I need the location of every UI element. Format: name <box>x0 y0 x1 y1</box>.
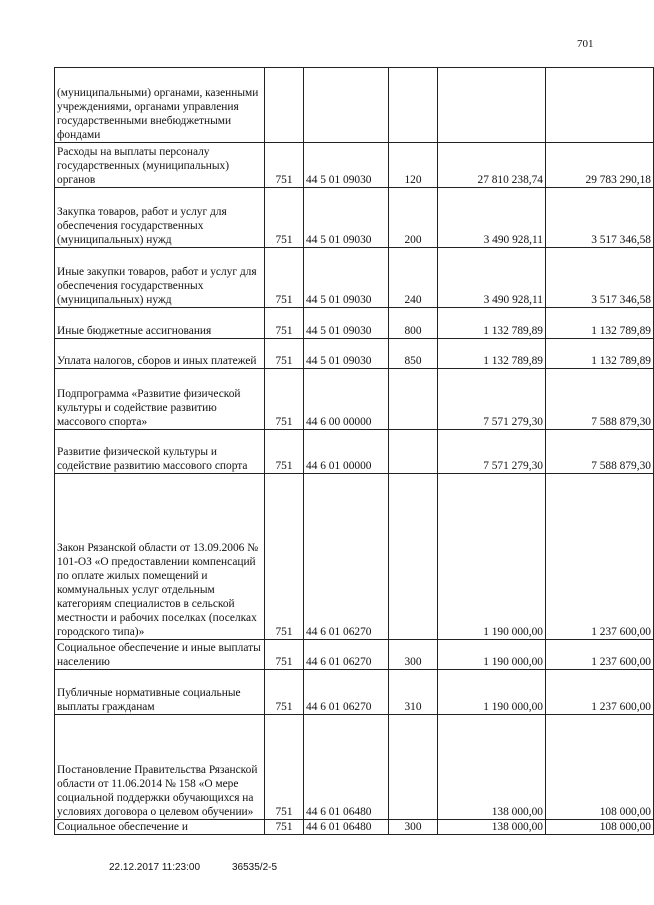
row-sum-1: 1 190 000,00 <box>438 640 546 670</box>
row-gr: 751 <box>265 430 304 474</box>
row-gr: 751 <box>265 640 304 670</box>
row-sum-2: 108 000,00 <box>546 820 654 835</box>
row-gr: 751 <box>265 308 304 339</box>
row-sum-1 <box>438 68 546 143</box>
row-sum-2: 7 588 879,30 <box>546 430 654 474</box>
row-csr <box>304 68 389 143</box>
table-row <box>55 339 654 369</box>
row-sum-2: 7 588 879,30 <box>546 369 654 430</box>
row-csr: 44 6 01 00000 <box>304 430 389 474</box>
row-sum-2 <box>546 68 654 143</box>
row-gr: 751 <box>265 820 304 835</box>
row-csr: 44 6 01 06270 <box>304 474 389 640</box>
row-sum-2: 108 000,00 <box>546 715 654 820</box>
row-gr: 751 <box>265 369 304 430</box>
row-name: Подпрограмма «Развитие физической культуры и содействие развитию массового спорта» <box>55 369 265 430</box>
row-csr: 44 6 01 06270 <box>304 640 389 670</box>
row-name: Публичные нормативные социальные выплаты гражданам <box>55 670 265 715</box>
row-vr: 300 <box>389 640 438 670</box>
row-csr: 44 6 01 06270 <box>304 670 389 715</box>
row-gr: 751 <box>265 143 304 188</box>
table-row <box>55 670 654 715</box>
row-sum-2: 1 237 600,00 <box>546 670 654 715</box>
row-sum-2: 3 517 346,58 <box>546 188 654 248</box>
row-gr: 751 <box>265 670 304 715</box>
row-gr: 751 <box>265 188 304 248</box>
row-gr: 751 <box>265 248 304 308</box>
table-row <box>55 308 654 339</box>
row-csr: 44 5 01 09030 <box>304 308 389 339</box>
row-csr: 44 5 01 09030 <box>304 143 389 188</box>
row-name: Уплата налогов, сборов и иных платежей <box>55 339 265 369</box>
row-sum-2: 1 237 600,00 <box>546 474 654 640</box>
row-sum-2: 1 132 789,89 <box>546 308 654 339</box>
row-vr <box>389 430 438 474</box>
row-sum-2: 1 132 789,89 <box>546 339 654 369</box>
row-gr: 751 <box>265 474 304 640</box>
row-vr <box>389 369 438 430</box>
row-gr: 751 <box>265 715 304 820</box>
row-name: Расходы на выплаты персоналу государственных (муниципальных) органов <box>55 143 265 188</box>
row-name: Развитие физической культуры и содействие развитию массового спорта <box>55 430 265 474</box>
table-row <box>55 188 654 248</box>
row-sum-1: 1 132 789,89 <box>438 339 546 369</box>
footer-document-code: 36535/2-5 <box>232 862 278 873</box>
budget-table <box>54 67 654 835</box>
row-vr: 300 <box>389 820 438 835</box>
row-vr <box>389 474 438 640</box>
table-row <box>55 640 654 670</box>
row-vr <box>389 715 438 820</box>
row-vr <box>389 68 438 143</box>
row-sum-1: 3 490 928,11 <box>438 188 546 248</box>
row-sum-1: 7 571 279,30 <box>438 430 546 474</box>
row-sum-2: 1 237 600,00 <box>546 640 654 670</box>
row-sum-1: 138 000,00 <box>438 820 546 835</box>
page-number: 701 <box>577 38 594 50</box>
row-vr: 200 <box>389 188 438 248</box>
row-vr: 850 <box>389 339 438 369</box>
table-row <box>55 68 654 143</box>
footer-datetime: 22.12.2017 11:23:00 <box>109 862 201 873</box>
row-name: Постановление Правительства Рязанской области от 11.06.2014 № 158 «О мере социальной поддержки обучающихся на условиях договора о целевом обучении» <box>55 715 265 820</box>
row-csr: 44 5 01 09030 <box>304 339 389 369</box>
row-name: Иные бюджетные ассигнования <box>55 308 265 339</box>
table-row <box>55 820 654 835</box>
row-csr: 44 6 01 06480 <box>304 820 389 835</box>
row-name: Закупка товаров, работ и услуг для обеспечения государственных (муниципальных) нужд <box>55 188 265 248</box>
row-vr: 240 <box>389 248 438 308</box>
row-name: Иные закупки товаров, работ и услуг для обеспечения государственных (муниципальных) нужд <box>55 248 265 308</box>
row-sum-1: 138 000,00 <box>438 715 546 820</box>
row-csr: 44 5 01 09030 <box>304 248 389 308</box>
table-row <box>55 430 654 474</box>
row-sum-1: 27 810 238,74 <box>438 143 546 188</box>
table-row <box>55 715 654 820</box>
row-vr: 800 <box>389 308 438 339</box>
row-sum-2: 3 517 346,58 <box>546 248 654 308</box>
row-name: Социальное обеспечение и иные выплаты населению <box>55 640 265 670</box>
table-row <box>55 143 654 188</box>
row-csr: 44 6 00 00000 <box>304 369 389 430</box>
row-sum-1: 1 132 789,89 <box>438 308 546 339</box>
row-csr: 44 6 01 06480 <box>304 715 389 820</box>
row-vr: 120 <box>389 143 438 188</box>
row-sum-2: 29 783 290,18 <box>546 143 654 188</box>
row-gr: 751 <box>265 339 304 369</box>
row-sum-1: 1 190 000,00 <box>438 670 546 715</box>
row-sum-1: 3 490 928,11 <box>438 248 546 308</box>
row-csr: 44 5 01 09030 <box>304 188 389 248</box>
table-row <box>55 248 654 308</box>
row-vr: 310 <box>389 670 438 715</box>
row-name: (муниципальными) органами, казенными учреждениями, органами управления государственными внебюджетными фондами <box>55 68 265 143</box>
row-sum-1: 1 190 000,00 <box>438 474 546 640</box>
row-name: Закон Рязанской области от 13.09.2006 № 101-ОЗ «О предоставлении компенсаций по оплате жилых помещений и коммунальных услуг отдельным категориям специалистов в сельской местности и рабочих поселках (поселках городского типа)» <box>55 474 265 640</box>
table-row <box>55 369 654 430</box>
row-name: Социальное обеспечение и <box>55 820 265 835</box>
table-row <box>55 474 654 640</box>
row-gr <box>265 68 304 143</box>
row-sum-1: 7 571 279,30 <box>438 369 546 430</box>
